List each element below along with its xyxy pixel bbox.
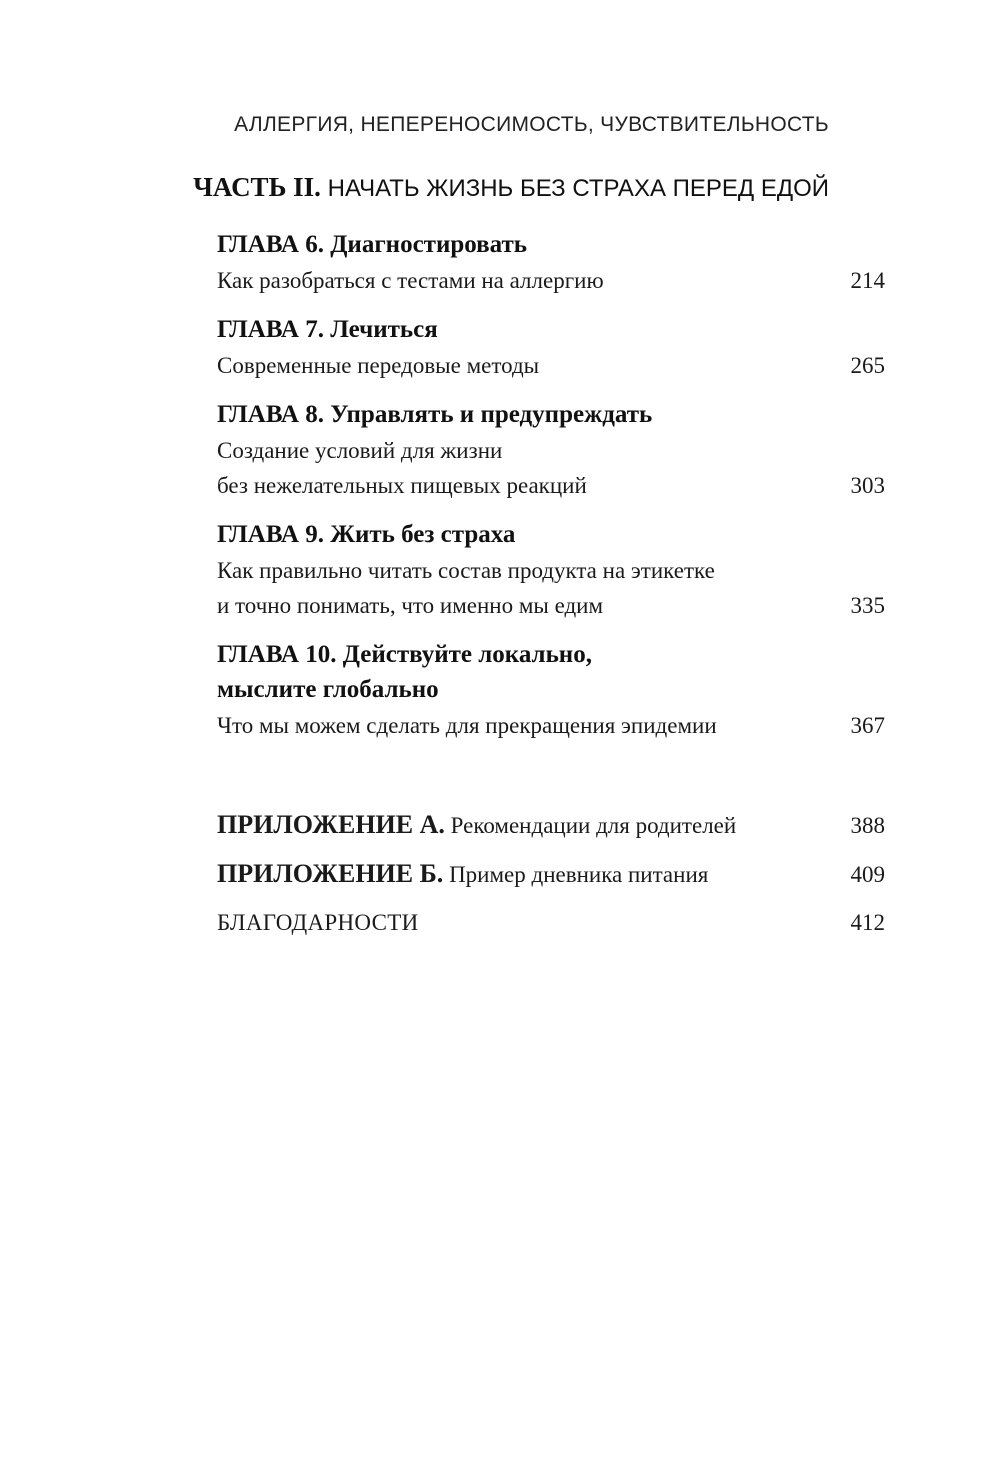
chapter-8-subtitle-line-2: без нежелательных пищевых реакций — [217, 473, 587, 498]
appendix-b-page: 409 — [850, 862, 885, 887]
chapter-9-subtitle-line-2: и точно понимать, что именно мы едим — [217, 593, 604, 618]
appendix-a-title: Рекомендации для родителей — [450, 813, 737, 838]
chapter-6-page: 214 — [850, 268, 885, 293]
part-label: ЧАСТЬ II. — [193, 172, 321, 202]
chapter-9-page: 335 — [850, 593, 885, 618]
chapter-8-subtitle-line-1: Создание условий для жизни — [217, 438, 503, 463]
part-title: НАЧАТЬ ЖИЗНЬ БЕЗ СТРАХА ПЕРЕД ЕДОЙ — [327, 175, 829, 202]
chapter-10-title-line-1[interactable]: ГЛАВА 10. Действуйте локально, — [217, 641, 592, 668]
chapter-6-subtitle: Как разобраться с тестами на аллергию — [217, 268, 604, 293]
appendix-b-entry[interactable] — [217, 859, 708, 889]
chapter-10-subtitle: Что мы можем сделать для прекращения эпидемии — [217, 713, 717, 738]
appendix-b-label: ПРИЛОЖЕНИЕ Б. — [217, 859, 444, 888]
running-head: АЛЛЕРГИЯ, НЕПЕРЕНОСИМОСТЬ, ЧУВСТВИТЕЛЬНОСТЬ — [234, 113, 829, 136]
chapter-6-title[interactable]: ГЛАВА 6. Диагностировать — [217, 231, 527, 258]
chapter-9-title[interactable]: ГЛАВА 9. Жить без страха — [217, 521, 516, 548]
chapter-10-title-line-2[interactable]: мыслите глобально — [217, 676, 439, 703]
chapter-8-title[interactable]: ГЛАВА 8. Управлять и предупреждать — [217, 401, 653, 428]
appendix-a-entry[interactable] — [217, 810, 736, 840]
chapter-9-subtitle-line-1: Как правильно читать состав продукта на этикетке — [217, 558, 715, 583]
acknowledgements-title[interactable]: БЛАГОДАРНОСТИ — [217, 910, 419, 935]
chapter-8-page: 303 — [850, 473, 885, 498]
chapter-7-page: 265 — [850, 353, 885, 378]
acknowledgements-page: 412 — [850, 910, 885, 935]
part-heading — [0, 172, 829, 203]
appendix-a-label: ПРИЛОЖЕНИЕ А. — [217, 810, 445, 839]
appendix-b-title: Пример дневника питания — [449, 862, 709, 887]
chapter-10-page: 367 — [850, 713, 885, 738]
chapter-7-title[interactable]: ГЛАВА 7. Лечиться — [217, 316, 438, 343]
appendix-a-page: 388 — [850, 813, 885, 838]
chapter-7-subtitle: Современные передовые методы — [217, 353, 540, 378]
